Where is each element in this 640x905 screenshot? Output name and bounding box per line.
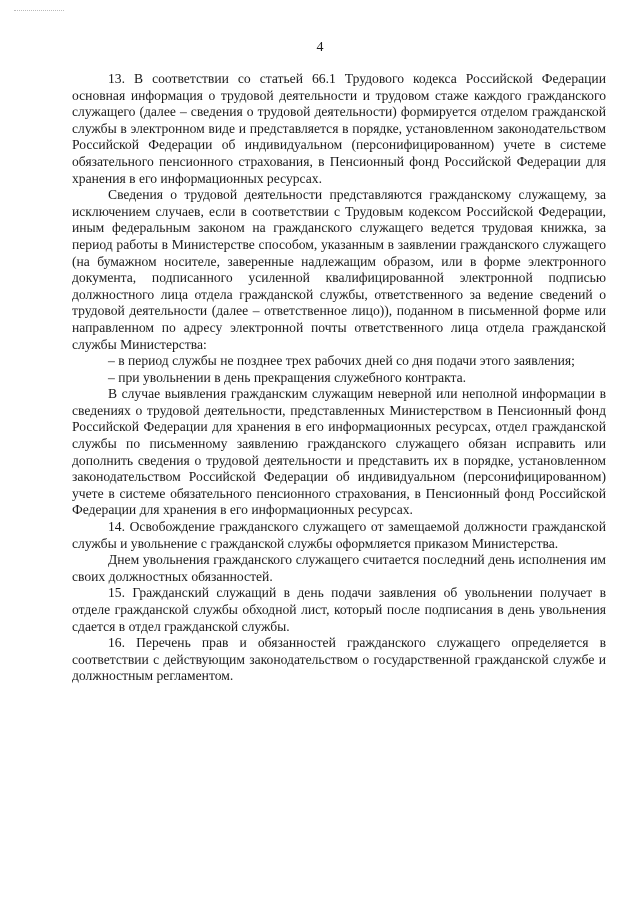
paragraph-16: 16. Перечень прав и обязанностей гражданского служащего определяется в соответствии с действующим законодательством о государственной гражданской службе и должностным регламентом. [72, 635, 606, 684]
paragraph-15: 15. Гражданский служащий в день подачи заявления об увольнении получает в отделе гражданской службы обходной лист, который после подписания в день увольнения сдается в отдел гражданской службы. [72, 585, 606, 634]
list-item-dismissal: – при увольнении в день прекращения служебного контракта. [108, 369, 467, 385]
paragraph-dismissal-day: Днем увольнения гражданского служащего считается последний день исполнения им своих должностных обязанностей. [72, 552, 606, 584]
paragraph-13: 13. В соответствии со статьей 66.1 Трудового кодекса Российской Федерации основная информация о трудовой деятельности и трудовом стаже каждого гражданского служащего (далее – сведения о трудовой деятельности) формируется отделом гражданской службы в электронном виде и представляется в порядке, установленном законодательством Российской Федерации об индивидуальном (персонифицированном) учете в системе обязательного пенсионного страхования, в Пенсионный фонд Российской Федерации для хранения в его информационных ресурсах. [72, 71, 606, 186]
scan-artifact [14, 10, 64, 17]
paragraph-14: 14. Освобождение гражданского служащего от замещаемой должности гражданской службы и увольнение с гражданской службы оформляется приказом Министерства. [72, 519, 606, 551]
page-number: 4 [316, 40, 324, 55]
paragraph-info-provision: Сведения о трудовой деятельности представляются гражданскому служащему, за исключением случаев, если в соответствии с Трудовым кодексом Российской Федерации, иным федеральным законом на гражданского служащего ведется трудовая книжка, за период работы в Министерстве способом, указанным в заявлении гражданского служащего (на бумажном носителе, заверенные надлежащим образом, или в форме электронного документа, подписанного усиленной квалифицированной электронной подписью должностного лица отдела гражданской службы, ответственного за ведение сведений о трудовой деятельности (далее – ответственное лицо)), поданном в письменной форме или направленном по адресу электронной почты ответственного лица отдела гражданской службы Министерства: [72, 187, 606, 352]
list-item-service-period: – в период службы не позднее трех рабочих дней со дня подачи этого заявления; [108, 353, 575, 369]
paragraph-error-correction: В случае выявления гражданским служащим неверной или неполной информации в сведениях о трудовой деятельности, представленных Министерством в Пенсионный фонд Российской Федерации для хранения в его информационных ресурсах, отдел гражданской службы по письменному заявлению гражданского служащего обязан исправить или дополнить сведения о трудовой деятельности и представить их в порядке, установленном законодательством Российской Федерации об индивидуальном (персонифицированном) учете в системе обязательного пенсионного страхования, в Пенсионный фонд Российской Федерации для хранения в его информационных ресурсах. [72, 386, 606, 518]
document-body [72, 71, 606, 685]
